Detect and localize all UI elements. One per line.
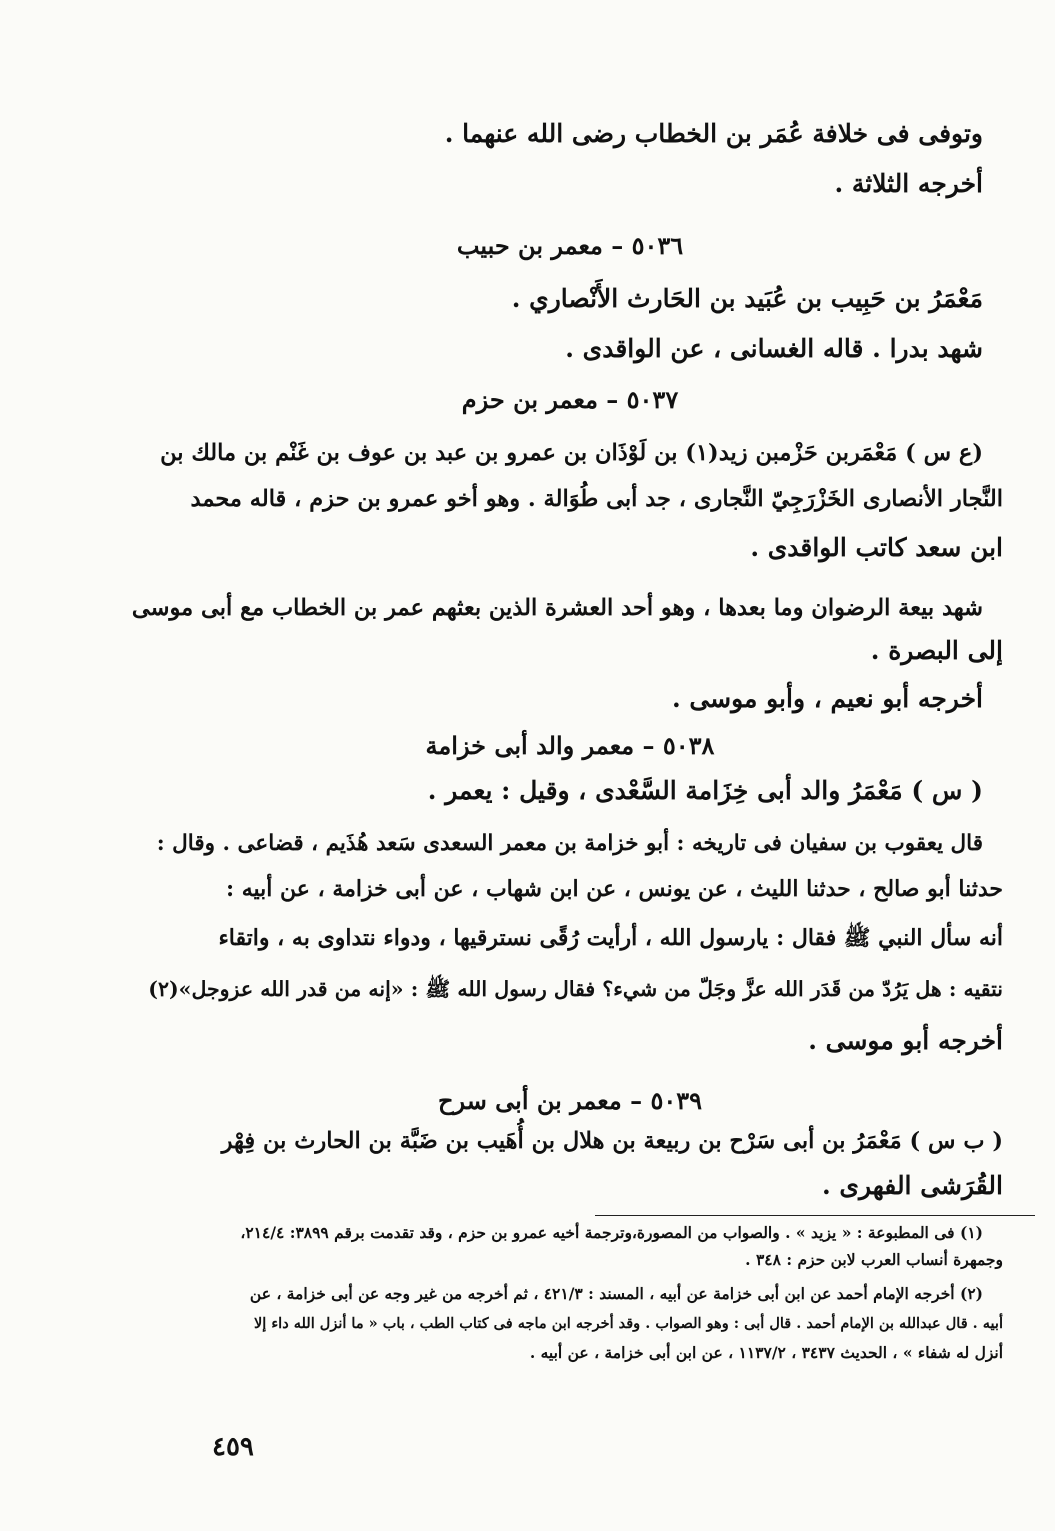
text-line: ( ب س ) مَعْمَرُ بن أبى سَرْح بن ربيعة بن هلال بن أُهَيب بن ضَبَّة بن الحارث بن فِهْر	[221, 1128, 1003, 1154]
footnote-line: أنزل له شفاء » ، الحديث ٣٤٣٧ ، ١١٣٧/٢ ، عن ابن أبى خزامة ، عن أبيه .	[529, 1343, 1003, 1362]
footnote-line: (٢) أخرجه الإمام أحمد عن ابن أبى خزامة عن أبيه ، المسند : ٤٢١/٣ ، ثم أخرجه من غير وجه عن أبى خزامة ، عن	[249, 1284, 983, 1303]
text-line: أنه سأل النبي ﷺ فقال : يارسول الله ، أرأيت رُقًى نسترقيها ، ودواء نتداوى به ، واتقاء	[218, 925, 1003, 951]
text-line: نتقيه : هل يَرُدّ من قَدَر الله عزَّ وجَلّ من شيء؟ فقال رسول الله ﷺ : «إنه من قدر الله عزوجل»(٢)	[148, 977, 1003, 1001]
footnote-line: أبيه . قال عبدالله بن الإمام أحمد . قال أبى : وهو الصواب . وقد أخرجه ابن ماجه فى كتاب الطب ، باب « ما أنزل الله داء إلا	[254, 1315, 1003, 1332]
entry-heading: ٥٠٣٧ – معمر بن حزم	[461, 385, 679, 414]
text-line: مَعْمَرُ بن حَبِيب بن عُبَيد بن الحَارث الأَنْصاري .	[511, 284, 983, 313]
text-line: وتوفى فى خلافة عُمَر بن الخطاب رضى الله عنهما .	[444, 119, 983, 148]
text-line: قال يعقوب بن سفيان فى تاريخه : أبو خزامة بن معمر السعدى سَعد هُذَيم ، قضاعى . وقال :	[156, 831, 983, 856]
footnote-line: (١) فى المطبوعة : « يزيد » . والصواب من المصورة،وترجمة أخيه عمرو بن حزم ، وقد تقدمت برقم ٣٨٩٩: ٢١٤/٤،	[240, 1223, 983, 1242]
text-line: (ع س ) مَعْمَربن حَزْمبن زيد(١) بن لَوْذَان بن عمرو بن عبد بن عوف بن غَنْم بن مالك بن	[160, 440, 983, 466]
text-line: النَّجار الأنصارى الخَزْرَجِيّ النَّجارى ، جد أبى طُوَالة . وهو أخو عمرو بن حزم ، قاله محمد	[190, 486, 1003, 512]
text-line: ابن سعد كاتب الواقدى .	[750, 533, 1003, 562]
text-line: ( س ) مَعْمَرُ والد أبى خِزَامة السَّعْدى ، وقيل : يعمر .	[427, 776, 983, 805]
text-line: شهد بدرا . قاله الغسانى ، عن الواقدى .	[565, 334, 983, 363]
text-line: شهد بيعة الرضوان وما بعدها ، وهو أحد العشرة الذين بعثهم عمر بن الخطاب مع أبى موسى	[131, 595, 983, 621]
text-line: أخرجه أبو موسى .	[808, 1026, 1003, 1055]
text-line: أخرجه أبو نعيم ، وأبو موسى .	[671, 684, 983, 713]
text-line: حدثنا أبو صالح ، حدثنا الليث ، عن يونس ، عن ابن شهاب ، عن أبى خزامة ، عن أبيه :	[225, 876, 1003, 902]
footnote-line: وجمهرة أنساب العرب لابن حزم : ٣٤٨ .	[745, 1250, 1003, 1269]
text-line: القُرَشى الفهرى .	[822, 1171, 1003, 1200]
page-number: ٤٥٩	[212, 1432, 254, 1462]
entry-heading: ٥٠٣٦ – معمر بن حبيب	[456, 231, 684, 260]
entry-heading: ٥٠٣٨ – معمر والد أبى خزامة	[425, 731, 715, 760]
footnote-divider	[595, 1215, 1035, 1216]
text-line: أخرجه الثلاثة .	[834, 169, 983, 198]
text-line: إلى البصرة .	[870, 636, 1003, 665]
entry-heading: ٥٠٣٩ – معمر بن أبى سرح	[437, 1086, 703, 1115]
